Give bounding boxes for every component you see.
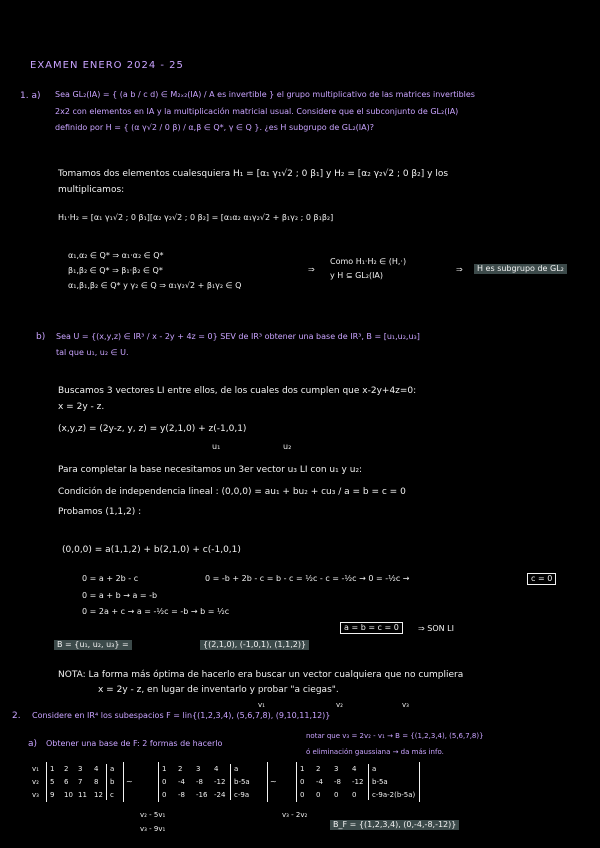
p1b-step4: Para completar la base necesitamos un 3er vector u₃ LI con u₁ y u₂: <box>58 465 363 475</box>
matrix-cell: -8 <box>196 778 203 786</box>
p1b-note-line1: NOTA: La forma más óptima de hacerlo era buscar un vector cualquiera que no cumpliera <box>58 670 464 680</box>
p2-statement: Considere en IR⁴ los subespacios F = lin{(1,2,3,4), (5,6,7,8), (9,10,11,12)} <box>32 711 331 720</box>
p1b-eq1: 0 = a + 2b - c <box>82 574 139 583</box>
p2-v2-label: v₂ <box>336 701 343 709</box>
p1b-step6: Probamos (1,1,2) : <box>58 507 142 517</box>
exam-title: EXAMEN ENERO 2024 - 25 <box>30 60 184 71</box>
p1-conclusion-1: Como H₁·H₂ ∈ (H,·) <box>330 257 407 266</box>
p2a-text: Obtener una base de F: 2 formas de hacerlo <box>46 739 223 748</box>
matrix-cell: 11 <box>78 791 87 799</box>
p1-step2: multiplicamos: <box>58 185 125 195</box>
matrix-cell: 3 <box>78 765 83 773</box>
p1b-u1-label: u₁ <box>212 442 221 451</box>
matrix-cell: 1 <box>162 765 167 773</box>
augment-bar <box>106 764 107 800</box>
matrix-cell: -24 <box>214 791 226 799</box>
p1b-eq1-result: 0 = -b + 2b - c = b - c = ½c - c = -½c → 0 = -½c → <box>205 574 410 583</box>
matrix-cell: c <box>110 791 114 799</box>
p1-conclusion-highlight: H es subgrupo de GL₂ <box>474 264 567 274</box>
matrix-cell: -16 <box>196 791 208 799</box>
matrix-cell: 5 <box>50 778 55 786</box>
p1-conclusion-arrow: ⇒ <box>308 265 315 274</box>
p2-v1-label: v₁ <box>258 701 265 709</box>
matrix-cell: 4 <box>94 765 99 773</box>
p1-statement-line1: Sea GL₂(IA) = { (a b / c d) ∈ M₂ₓ₂(IA) / A es invertible } el grupo multiplicativo de las matrices invertibles <box>55 90 475 99</box>
matrix-cell: 0 <box>162 778 167 786</box>
matrix-cell: -12 <box>352 778 364 786</box>
p1b-step2: x = 2y - z. <box>58 402 105 412</box>
matrix-cell: b <box>110 778 115 786</box>
p1b-eq3: 0 = 2a + c → a = -½c = -b → b = ½c <box>82 607 230 616</box>
matrix-bracket <box>158 762 268 802</box>
matrix-cell: a <box>110 765 115 773</box>
matrix-cell: 0 <box>334 791 339 799</box>
p1b-eq2: 0 = a + b → a = -b <box>82 591 158 600</box>
p1b-basis-value: {(2,1,0), (-1,0,1), (1,1,2)} <box>200 640 309 650</box>
matrix-cell: 0 <box>162 791 167 799</box>
p1-cond1: α₁,α₂ ∈ Q* ⇒ α₁·α₂ ∈ Q* <box>68 251 164 260</box>
augment-bar <box>368 764 369 800</box>
matrix-cell: 7 <box>78 778 83 786</box>
p1-statement-line2: 2x2 con elementos en IA y la multiplicación matricial usual. Considere que el subconjunto de GL₂(IA) <box>55 107 459 116</box>
matrix-cell: -8 <box>178 791 185 799</box>
p2-row-label: v₁ <box>32 765 39 773</box>
p2a-number: a) <box>28 739 38 749</box>
matrix-cell: 10 <box>64 791 73 799</box>
matrix-cell: 2 <box>316 765 321 773</box>
p2-final-basis: B_F = {(1,2,3,4), (0,-4,-8,-12)} <box>330 820 459 830</box>
p1b-step1: Buscamos 3 vectores LI entre ellos, de los cuales dos cumplen que x-2y+4z=0: <box>58 386 417 396</box>
p1b-step3: (x,y,z) = (2y-z, y, z) = y(2,1,0) + z(-1,0,1) <box>58 424 247 434</box>
matrix-cell: c-9a-2(b-5a) <box>372 791 416 799</box>
p1-cond2: β₁,β₂ ∈ Q* ⇒ β₁·β₂ ∈ Q* <box>68 266 163 275</box>
p1-product: H₁·H₂ = [α₁ γ₁√2 ; 0 β₁][α₂ γ₂√2 ; 0 β₂] = [α₁α₂ α₁γ₂√2 + β₁γ₂ ; 0 β₁β₂] <box>58 213 334 222</box>
matrix-cell: 9 <box>50 791 55 799</box>
p2-number: 2. <box>12 711 21 721</box>
p1-cond3: α₁,β₁,β₂ ∈ Q* y γ₂ ∈ Q ⇒ α₁γ₂√2 + β₁γ₂ ∈ Q <box>68 281 242 290</box>
matrix-cell: a <box>234 765 239 773</box>
p1b-step5: Condición de independencia lineal : (0,0,0) = au₁ + bu₂ + cu₃ / a = b = c = 0 <box>58 487 406 497</box>
matrix-cell: -8 <box>334 778 341 786</box>
matrix-cell: b-5a <box>372 778 388 786</box>
matrix-cell: 4 <box>214 765 219 773</box>
p1b-eq0: (0,0,0) = a(1,1,2) + b(2,1,0) + c(-1,0,1) <box>62 545 241 555</box>
p1-conclusion-2: y H ⊆ GL₂(IA) <box>330 271 384 280</box>
p1-statement-line3: definido por H = { (α γ√2 / 0 β) / α,β ∈ Q*, γ ∈ Q }. ¿es H subgrupo de GL₂(IA)? <box>55 123 374 132</box>
matrix-cell: 6 <box>64 778 69 786</box>
matrix-cell: 12 <box>94 791 103 799</box>
p1b-statement-line2: tal que u₁, u₂ ∈ U. <box>56 348 129 357</box>
p1b-u2-label: u₂ <box>283 442 292 451</box>
p1-conclusion-implies: ⇒ <box>456 265 463 274</box>
matrix-cell: a <box>372 765 377 773</box>
row-equivalence: ~ <box>126 777 133 786</box>
p2-op1: v₂ - 5v₁ <box>140 811 166 819</box>
p1-step1: Tomamos dos elementos cualesquiera H₁ = [α₁ γ₁√2 ; 0 β₁] y H₂ = [α₂ γ₂√2 ; 0 β₂] y los <box>58 169 449 179</box>
matrix-cell: 1 <box>300 765 305 773</box>
p2a-option2: ó eliminación gaussiana → da más info. <box>306 748 444 756</box>
p1b-statement-line1: Sea U = {(x,y,z) ∈ IR³ / x - 2y + 4z = 0} SEV de IR³ obtener una base de IR³, B = [u₁,u₂,u₃] <box>56 332 420 341</box>
matrix-cell: 8 <box>94 778 99 786</box>
p1b-c-zero-box: c = 0 <box>527 573 556 585</box>
p1-number: 1. a) <box>20 91 41 101</box>
matrix-cell: 0 <box>300 791 305 799</box>
matrix-cell: 2 <box>64 765 69 773</box>
p2-row-label: v₂ <box>32 778 39 786</box>
augment-bar <box>230 764 231 800</box>
p2-row-label: v₃ <box>32 791 39 799</box>
matrix-cell: -4 <box>178 778 185 786</box>
matrix-cell: 2 <box>178 765 183 773</box>
matrix-cell: c-9a <box>234 791 250 799</box>
p2-v3-label: v₃ <box>402 701 409 709</box>
matrix-cell: -12 <box>214 778 226 786</box>
matrix-cell: 4 <box>352 765 357 773</box>
p1b-note-line2: x = 2y - z, en lugar de inventarlo y probar "a ciegas". <box>98 685 339 695</box>
p2-op3: v₃ - 2v₂ <box>282 811 308 819</box>
p2a-option1: notar que v₃ = 2v₂ - v₁ → B = {(1,2,3,4), (5,6,7,8)} <box>306 732 484 740</box>
p1b-son-li: ⇒ SON LI <box>418 624 454 633</box>
p1b-basis-label: B = {u₁, u₂, u₃} = <box>54 640 132 650</box>
p1b-number: b) <box>36 332 46 342</box>
matrix-cell: 0 <box>352 791 357 799</box>
matrix-cell: b-5a <box>234 778 250 786</box>
matrix-cell: 3 <box>334 765 339 773</box>
row-equivalence: ~ <box>270 777 277 786</box>
p1b-abc-box: a = b = c = 0 <box>340 622 403 634</box>
matrix-cell: 0 <box>300 778 305 786</box>
matrix-cell: 1 <box>50 765 55 773</box>
p2-op2: v₃ - 9v₁ <box>140 825 166 833</box>
matrix-cell: 0 <box>316 791 321 799</box>
matrix-cell: -4 <box>316 778 323 786</box>
matrix-cell: 3 <box>196 765 201 773</box>
